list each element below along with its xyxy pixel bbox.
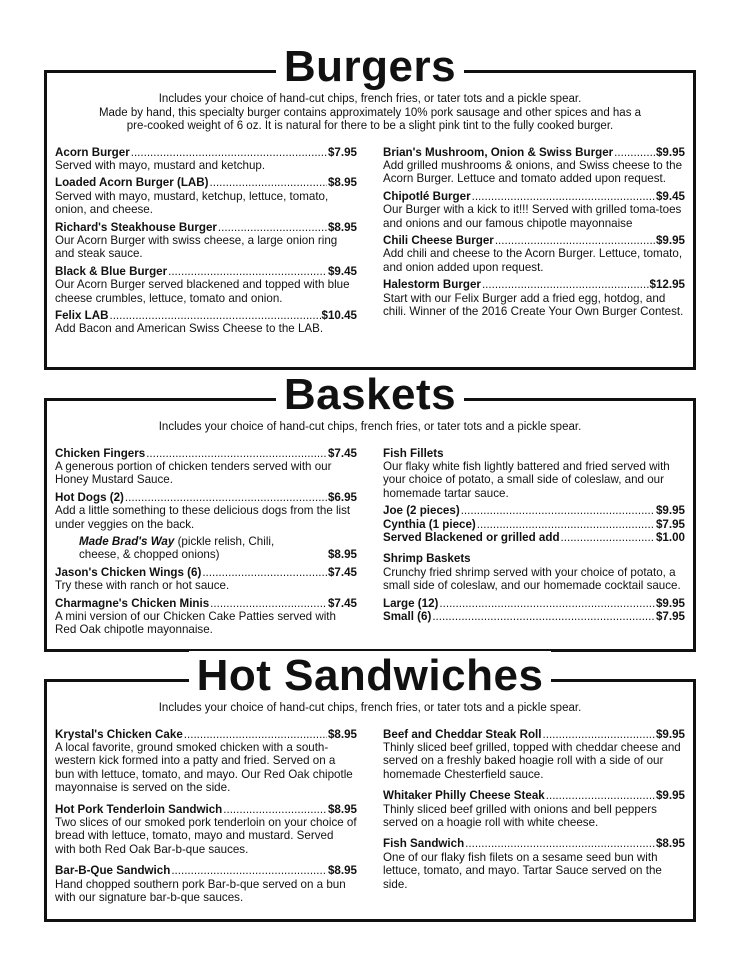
menu-item xyxy=(55,803,357,857)
menu-item xyxy=(55,597,357,637)
section-title-text: Baskets xyxy=(276,370,464,419)
menu-item xyxy=(383,278,685,318)
menu-item xyxy=(55,535,357,562)
menu-item-header xyxy=(383,447,685,460)
menu-item-header xyxy=(55,265,357,278)
menu-item-variant xyxy=(55,535,357,562)
menu-item-header xyxy=(55,864,357,877)
menu-item xyxy=(383,837,685,891)
menu-item-price: $8.95 xyxy=(327,176,357,190)
menu-item-name: Large (12) xyxy=(383,596,439,610)
menu-item-name: Cynthia (1 piece) xyxy=(383,517,476,531)
section-title xyxy=(47,371,693,419)
dot-leader xyxy=(439,597,655,610)
menu-column xyxy=(383,447,685,641)
menu-item-price: $9.95 xyxy=(655,789,685,803)
menu-item-header xyxy=(383,190,685,203)
menu-item xyxy=(55,309,357,336)
menu-item xyxy=(383,531,685,544)
menu-item xyxy=(55,146,357,173)
menu-item-name: Fish Sandwich xyxy=(383,837,465,851)
section-intro xyxy=(47,702,693,716)
menu-item-name: Whitaker Philly Cheese Steak xyxy=(383,789,545,803)
menu-item-header xyxy=(383,789,685,802)
intro-line: Includes your choice of hand-cut chips, french fries, or tater tots and a pickle spear. xyxy=(158,702,582,714)
menu-item xyxy=(383,789,685,829)
menu-item-header xyxy=(383,234,685,247)
menu-item-price: $7.95 xyxy=(655,609,685,623)
dot-leader xyxy=(561,531,655,544)
menu-item-header xyxy=(55,597,357,610)
menu-item-description: Two slices of our smoked pork tenderloin on your choice of bread with lettuce, tomato, mayo and mustard. Served with both Red Oak Bar-b-que sauces. xyxy=(55,815,357,856)
menu-item-header xyxy=(55,221,357,234)
menu-item-header xyxy=(55,728,357,741)
dot-leader xyxy=(543,728,655,741)
menu-item-description: Add chili and cheese to the Acorn Burger. Lettuce, tomato, and onion added upon request. xyxy=(383,247,683,274)
menu-item-header xyxy=(55,309,357,322)
menu-item xyxy=(383,504,685,517)
menu-item-name: Hot Pork Tenderloin Sandwich xyxy=(55,802,223,816)
dot-leader xyxy=(477,518,655,531)
menu-item-header xyxy=(383,597,685,610)
menu-item-price: $9.95 xyxy=(655,727,685,741)
menu-item-price: $8.95 xyxy=(327,548,357,562)
menu-item xyxy=(55,221,357,261)
menu-item xyxy=(55,728,357,795)
menu-item-name: Felix LAB xyxy=(55,308,109,322)
menu-item-header xyxy=(383,504,685,517)
menu-column xyxy=(383,728,685,909)
menu-item xyxy=(383,728,685,782)
section-title-text: Hot Sandwiches xyxy=(189,651,552,700)
menu-item-header xyxy=(383,837,685,850)
menu-item xyxy=(55,491,357,531)
menu-item-price: $9.95 xyxy=(655,504,685,518)
dot-leader xyxy=(202,566,327,579)
intro-line: Includes your choice of hand-cut chips, french fries, or tater tots and a pickle spear. xyxy=(158,93,582,105)
menu-item-description: A generous portion of chicken tenders served with our Honey Mustard Sauce. xyxy=(55,459,332,487)
menu-item-name: Black & Blue Burger xyxy=(55,264,168,278)
dot-leader xyxy=(546,789,655,802)
menu-item-header xyxy=(55,447,357,460)
menu-item-name: Acorn Burger xyxy=(55,145,130,159)
menu-item-header xyxy=(383,518,685,531)
menu-item-header xyxy=(55,176,357,189)
menu-item-header xyxy=(383,552,685,565)
section-title xyxy=(47,43,693,91)
menu-column xyxy=(55,728,357,909)
menu-item-name: Brian's Mushroom, Onion & Swiss Burger xyxy=(383,145,614,159)
menu-item-name: Chili Cheese Burger xyxy=(383,233,494,247)
menu-item-description: Served with mayo, mustard and ketchup. xyxy=(55,158,266,172)
menu-item-name: Krystal's Chicken Cake xyxy=(55,727,183,741)
menu-item-description: Add a little something to these delicious dogs from the list under veggies on the back. xyxy=(55,504,351,531)
menu-item-description: Try these with ranch or hot sauce. xyxy=(55,579,230,593)
menu-item-description: Crunchy fried shrimp served with your choice of potato, a small side of coleslaw, and our homemade cocktail sauce. xyxy=(383,565,681,593)
menu-item-price: $7.95 xyxy=(327,145,357,159)
menu-item-description: Add grilled mushrooms & onions, and Swiss cheese to the Acorn Burger. Lettuce and tomato added upon request. xyxy=(383,158,683,186)
menu-column xyxy=(55,146,357,340)
menu-item-description: Served with mayo, mustard, ketchup, lettuce, tomato, onion, and cheese. xyxy=(55,189,329,217)
menu-item-header xyxy=(383,146,685,159)
menu-item-price: $7.45 xyxy=(327,596,357,610)
section-baskets xyxy=(44,370,696,652)
menu-item xyxy=(383,234,685,274)
section-burgers xyxy=(44,42,696,370)
menu-column xyxy=(383,146,685,340)
menu-item-header xyxy=(383,278,685,291)
menu-item xyxy=(383,552,685,592)
menu-item-header xyxy=(55,803,357,816)
menu-item-name: Chipotlé Burger xyxy=(383,189,471,203)
dot-leader xyxy=(210,176,327,189)
menu-item-price: $8.95 xyxy=(327,802,357,816)
menu-item-price: $9.45 xyxy=(327,264,357,278)
menu-item-description: Our Acorn Burger with swiss cheese, a large onion ring and steak sauce. xyxy=(55,233,338,261)
menu-item-name: Small (6) xyxy=(383,609,432,623)
menu-item-description: Our Burger with a kick to it!!! Served with grilled toma-toes and onions and our famous chipotle mayonnaise xyxy=(383,203,682,230)
menu-item-price: $9.95 xyxy=(655,145,685,159)
dot-leader xyxy=(614,146,655,159)
menu-item-header xyxy=(383,610,685,623)
menu-item-name: Richard's Steakhouse Burger xyxy=(55,220,217,234)
section-hot-sandwiches xyxy=(44,651,696,922)
menu-column xyxy=(55,447,357,641)
menu-columns xyxy=(47,447,693,641)
menu-item-name: Halestorm Burger xyxy=(383,278,481,292)
menu-item-header xyxy=(383,728,685,741)
menu-item-description: A mini version of our Chicken Cake Patties served with Red Oak chipotle mayonnaise. xyxy=(55,609,336,637)
dot-leader xyxy=(472,190,655,203)
menu-item-name: Bar-B-Que Sandwich xyxy=(55,864,171,878)
menu-item-description: One of our flaky fish filets on a sesame seed bun with lettuce, tomato, and mayo. Tartar Sauce served on the side. xyxy=(383,850,662,891)
menu-item-price: $1.00 xyxy=(655,530,685,544)
menu-columns xyxy=(47,146,693,340)
dot-leader xyxy=(184,728,327,741)
menu-item-header xyxy=(383,531,685,544)
menu-item-price: $9.45 xyxy=(655,189,685,203)
menu-item-price: $7.45 xyxy=(327,446,357,460)
menu-item xyxy=(383,190,685,230)
menu-item-price: $12.95 xyxy=(649,278,685,292)
menu-item-description: Our Acorn Burger served blackened and topped with blue cheese crumbles, lettuce, tomato and onion. xyxy=(55,278,350,305)
section-intro xyxy=(47,93,693,134)
menu-item xyxy=(55,566,357,593)
menu-item xyxy=(55,265,357,305)
menu-item-description: A local favorite, ground smoked chicken with a south-western kick formed into a patty and fried. Served on a bun with lettuce, tomato, and mayo. Our Red Oak chipotle mayonnaise is served on the side. xyxy=(55,740,353,795)
dot-leader xyxy=(465,837,655,850)
menu-item-price: $9.95 xyxy=(655,233,685,247)
menu-item-price: $7.45 xyxy=(327,565,357,579)
menu-item-price: $8.95 xyxy=(327,220,357,234)
dot-leader xyxy=(125,491,327,504)
dot-leader xyxy=(495,234,655,247)
menu-item-name: Hot Dogs (2) xyxy=(55,490,124,504)
menu-item xyxy=(383,597,685,610)
intro-line: Includes your choice of hand-cut chips, french fries, or tater tots and a pickle spear. xyxy=(158,421,582,433)
menu-item-name: Loaded Acorn Burger (LAB) xyxy=(55,176,209,190)
menu-item xyxy=(383,146,685,186)
menu-item-name: Made Brad's Way xyxy=(79,534,175,548)
menu-item-description: Thinly sliced beef grilled, topped with cheddar cheese and served on a freshly baked hoagie roll with a side of our homemade Chesterfield sauce. xyxy=(383,740,681,781)
dot-leader xyxy=(218,221,327,234)
dot-leader xyxy=(131,146,327,159)
menu-item-note: (pickle relish, Chili, cheese, & chopped onions) xyxy=(79,534,275,562)
menu-item-price: $6.95 xyxy=(327,490,357,504)
menu-item-header xyxy=(55,566,357,579)
menu-item-price: $7.95 xyxy=(655,517,685,531)
dot-leader xyxy=(482,278,649,291)
menu-item-name: Fish Fillets xyxy=(383,446,444,460)
menu-item-name: Served Blackened or grilled add xyxy=(383,530,560,544)
dot-leader xyxy=(168,265,327,278)
menu-item-description: Thinly sliced beef grilled with onions and bell peppers served on a hoagie roll with white cheese. xyxy=(383,802,657,829)
menu-item-price: $8.95 xyxy=(655,837,685,851)
menu-item-price: $10.45 xyxy=(321,308,357,322)
dot-leader xyxy=(171,864,327,877)
intro-line: pre-cooked weight of 6 oz. It is natural for there to be a slight pink tint to the fully cooked burger. xyxy=(126,120,614,132)
menu-item xyxy=(55,176,357,216)
menu-item xyxy=(55,447,357,487)
section-intro xyxy=(47,421,693,435)
menu-item-price: $8.95 xyxy=(327,727,357,741)
menu-item xyxy=(383,518,685,531)
menu-item-header xyxy=(55,491,357,504)
menu-item-name: Chicken Fingers xyxy=(55,446,146,460)
section-title xyxy=(47,652,693,700)
menu-item-name: Charmagne's Chicken Minis xyxy=(55,596,210,610)
menu-item-description: Our flaky white fish lightly battered and fried served with your choice of potato, a small side of coleslaw, and our homemade tartar sauce. xyxy=(383,459,670,500)
menu-item-price: $9.95 xyxy=(655,596,685,610)
menu-columns xyxy=(47,728,693,909)
section-title-text: Burgers xyxy=(276,42,464,91)
menu-item-header xyxy=(55,146,357,159)
dot-leader xyxy=(432,610,655,623)
intro-line: Made by hand, this specialty burger contains approximately 10% pork sausage and other spices and has a xyxy=(98,106,642,119)
menu-item-name: Jason's Chicken Wings (6) xyxy=(55,565,202,579)
menu-item-price: $8.95 xyxy=(327,864,357,878)
menu-item xyxy=(383,447,685,501)
dot-leader xyxy=(109,309,320,322)
dot-leader xyxy=(146,447,327,460)
menu-item-name: Shrimp Baskets xyxy=(383,552,471,566)
menu-item xyxy=(383,610,685,623)
menu-item-description: Add Bacon and American Swiss Cheese to the LAB. xyxy=(55,322,324,336)
menu-item-name: Joe (2 pieces) xyxy=(383,504,460,518)
dot-leader xyxy=(223,803,327,816)
menu-item-name: Beef and Cheddar Steak Roll xyxy=(383,727,542,741)
menu-item-description: Hand chopped southern pork Bar-b-que served on a bun with our signature bar-b-que sauces. xyxy=(55,877,346,904)
menu-item xyxy=(55,864,357,904)
dot-leader xyxy=(210,597,327,610)
menu-item-description: Start with our Felix Burger add a fried egg, hotdog, and chili. Winner of the 2016 Create Your Own Burger Contest. xyxy=(383,291,684,318)
dot-leader xyxy=(461,504,655,517)
